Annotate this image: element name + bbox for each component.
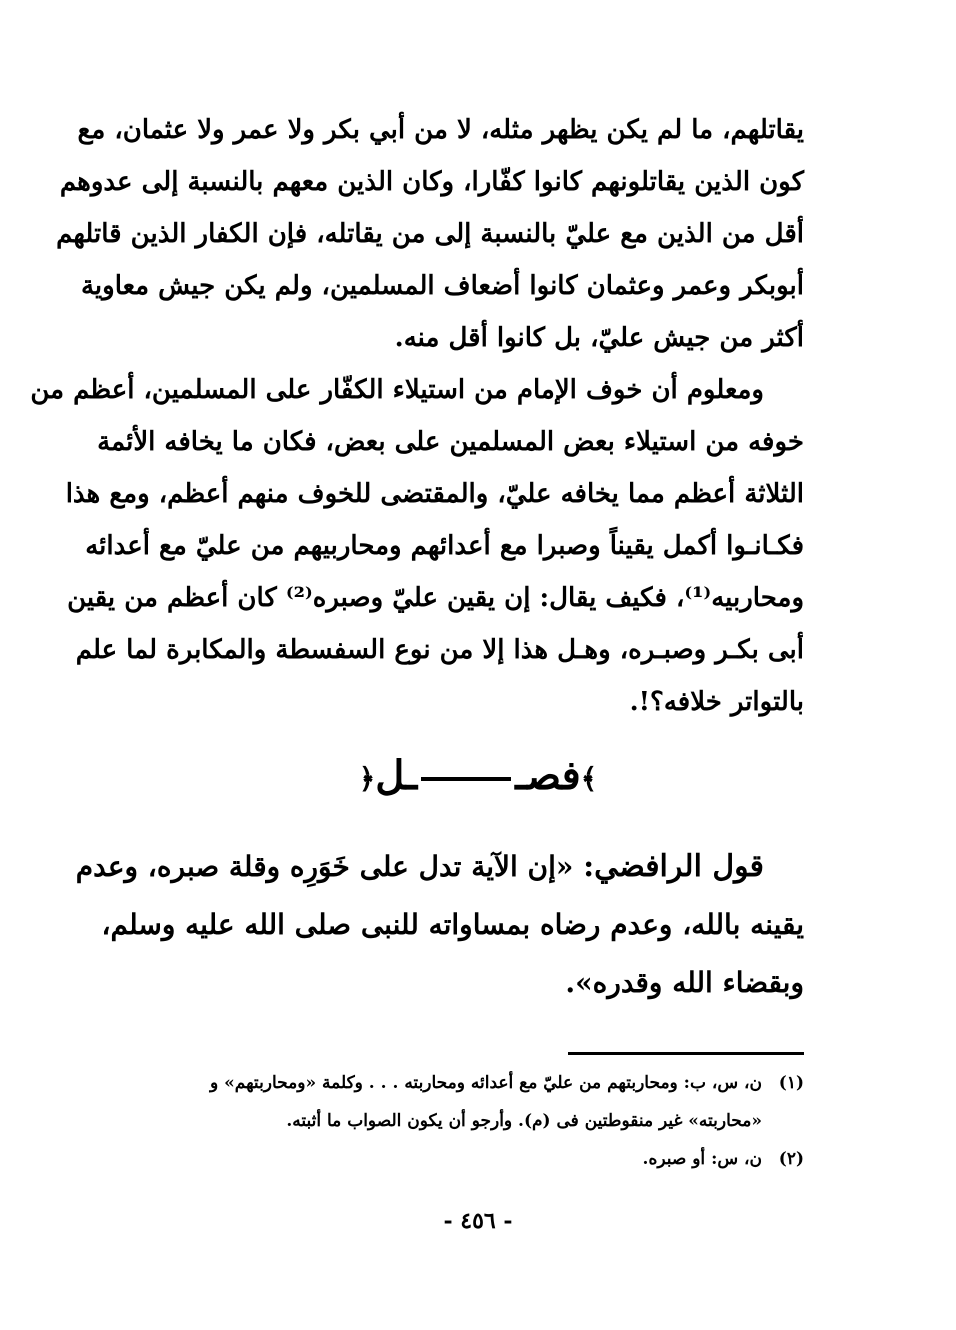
text-line: كون الذين يقاتلونهم كانوا كفّارا، وكان الذين معهم بالنسبة إلى عدوهم — [59, 167, 804, 197]
paragraph-continuation — [56, 104, 804, 364]
speaker-label: قول الرافضي: — [583, 849, 764, 884]
text-line: يقينه بالله، وعدم رضاه بمساواته للنبى صلى الله عليه وسلم، — [101, 908, 804, 941]
text-line: ومحاربيه⁽¹⁾، فكيف يقال: إن يقين عليّ وصبره⁽²⁾ كان أعظم من يقين — [67, 583, 804, 613]
section-heading-title — [359, 748, 597, 807]
text-line: بالتواتر خلافه؟!. — [629, 687, 804, 717]
text-line: ومعلوم أن خوف الإمام من استيلاء الكفّار على المسلمين، أعظم من — [30, 375, 764, 405]
text-line: خوفه من استيلاء بعض المسلمين على بعض، فكان ما يخافه الأئمة — [97, 427, 804, 457]
ornament-bracket-left: ﴿ — [358, 762, 376, 795]
heading-word-end: ـل — [375, 752, 418, 799]
paragraph-quote — [75, 838, 804, 1012]
heading-word-start: فصـ — [515, 752, 581, 799]
footnote-text: ن، س، ب: ومحاربتهم من عليّ مع أعدائه ومحاربته . . . وكلمة «ومحاربتهم» و — [210, 1073, 762, 1093]
page-number: - ٤٥٦ - — [443, 1208, 513, 1234]
tatweel-stroke — [421, 777, 511, 781]
text-line: وبقضاء الله وقدره». — [565, 966, 804, 999]
section-heading — [0, 748, 956, 807]
footnote-divider — [568, 1052, 804, 1055]
paragraph-second — [30, 364, 804, 728]
text-line — [75, 838, 804, 896]
ornament-bracket-right: ﴾ — [580, 762, 598, 795]
text-line: أقل من الذين مع عليّ بالنسبة إلى من يقاتله، فإن الكفار الذين قاتلهم — [56, 219, 804, 249]
footnote-number: (٢) — [778, 1149, 804, 1169]
text-line: يقاتلهم، ما لم يكن يظهر مثله، لا من أبي بكر ولا عمر ولا عثمان، مع — [77, 115, 804, 145]
footnote-1 — [148, 1064, 804, 1102]
text-line: فكـانـوا أكمل يقيناً وصبرا مع أعدائهم ومحاربيهم من عليّ مع أعدائه — [85, 531, 804, 561]
footnote-number: (١) — [778, 1073, 804, 1093]
footnote-1-continued: «محاربته» غير منقوطتين فى (م). وأرجو أن يكون الصواب ما أثبته. — [286, 1111, 762, 1131]
text-line: أكثر من جيش عليّ، بل كانوا أقل منه. — [394, 323, 804, 353]
footnote-text: ن، س: أو صبره. — [642, 1149, 762, 1169]
text-line: أبى بكـر وصبـره، وهـل هذا إلا من نوع السفسطة والمكابرة لما علم — [75, 635, 804, 665]
text-line: الثلاثة أعظم مما يخافه عليّ، والمقتضى للخوف منهم أعظم، ومع هذا — [65, 479, 804, 509]
footnote-2 — [148, 1140, 804, 1178]
footnotes — [148, 1064, 804, 1178]
quote-text: «إن الآية تدل على خَوَرِه وقلة صبره، وعدم — [75, 850, 574, 883]
text-line: أبوبكر وعمر وعثمان كانوا أضعاف المسلمين، ولم يكن جيش معاوية — [80, 271, 804, 301]
